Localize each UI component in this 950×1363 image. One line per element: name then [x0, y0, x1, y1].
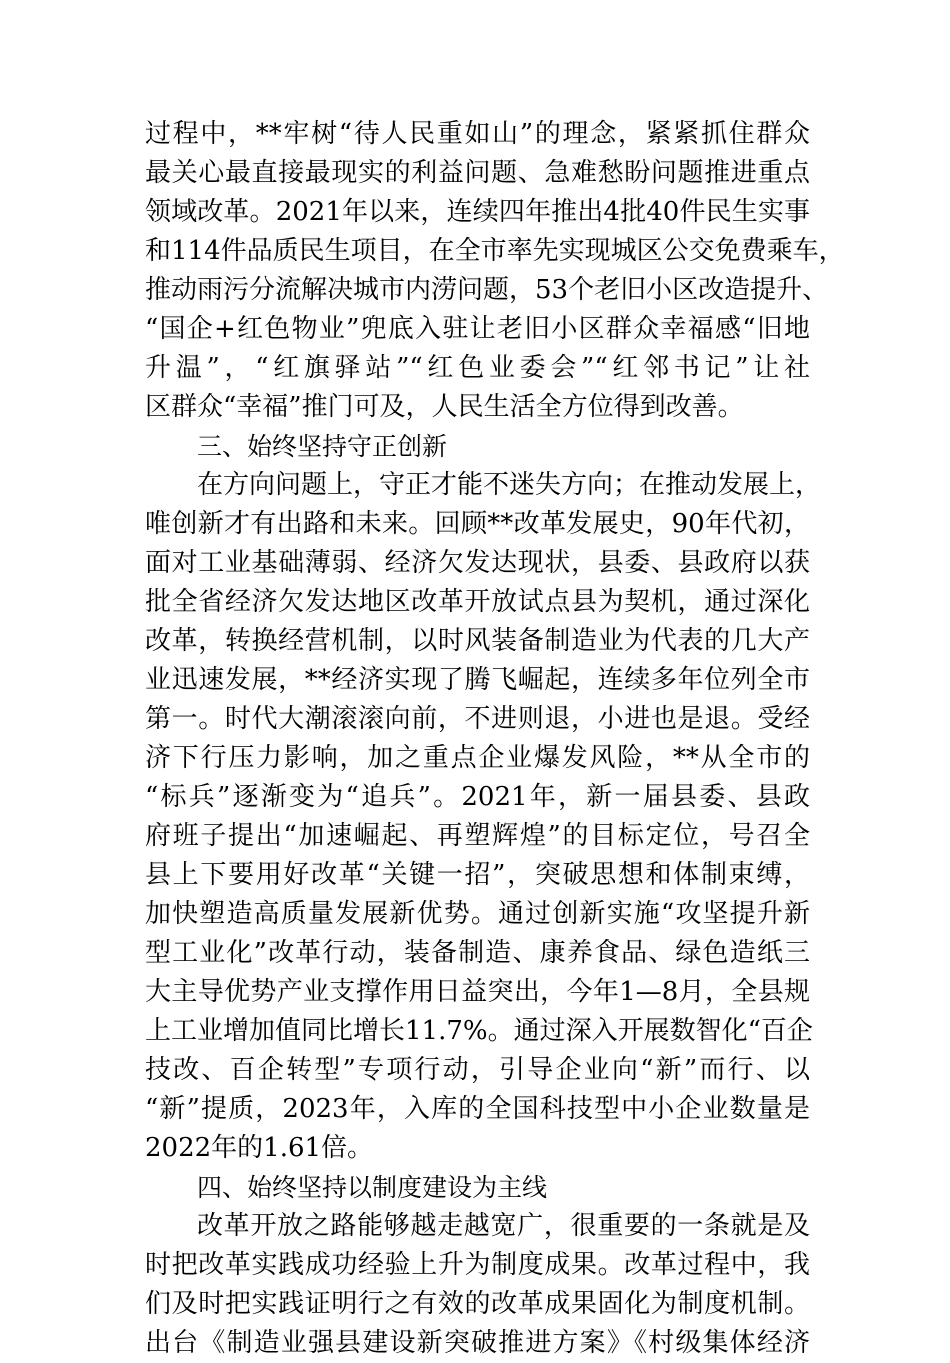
text-line: 推动雨污分流解决城市内涝问题，53个老旧小区改造提升、 — [145, 275, 829, 305]
text-line: 最关心最直接最现实的利益问题、急难愁盼问题推进重点 — [145, 158, 810, 188]
text-line: 2022年的1.61倍。 — [145, 1133, 374, 1163]
text-line: 领域改革。2021年以来，连续四年推出4批40件民生实事 — [145, 197, 810, 227]
text-line: 出台《制造业强县建设新突破推进方案》《村级集体经济 — [145, 1328, 810, 1358]
text-line: 区群众“幸福”推门可及，人民生活全方位得到改善。 — [145, 392, 744, 422]
text-line: 升温”，“红旗驿站”“红色业委会”“红邻书记”让社 — [145, 353, 810, 383]
text-line: 批全省经济欠发达地区改革开放试点县为契机，通过深化 — [145, 587, 810, 617]
paragraph-people-livelihood — [145, 115, 845, 427]
text-line: 时把改革实践成功经验上升为制度成果。改革过程中，我 — [145, 1250, 810, 1280]
text-line: 县上下要用好改革“关键一招”，突破思想和体制束缚， — [145, 860, 810, 890]
paragraph-innovation — [145, 466, 822, 1168]
section-heading-3: 三、始终坚持守正创新 — [197, 432, 448, 461]
text-line: 过程中，**牢树“待人民重如山”的理念，紧紧抓住群众 — [145, 119, 810, 149]
text-line: 在方向问题上，守正才能不迷失方向；在推动发展上， — [197, 470, 822, 500]
text-line: 济下行压力影响，加之重点企业爆发风险，**从全市的 — [145, 743, 810, 773]
document-body — [145, 115, 845, 1363]
text-line: 型工业化”改革行动，装备制造、康养食品、绿色造纸三 — [145, 938, 810, 968]
text-line: 业迅速发展，**经济实现了腾飞崛起，连续多年位列全市 — [145, 665, 810, 695]
text-line: 大主导优势产业支撑作用日益突出，今年1—8月，全县规 — [145, 977, 810, 1007]
text-line: 第一。时代大潮滚滚向前，不进则退，小进也是退。受经 — [145, 704, 810, 734]
text-line: 们及时把实践证明行之有效的改革成果固化为制度机制。 — [145, 1289, 810, 1319]
text-line: 改革，转换经营机制，以时风装备制造业为代表的几大产 — [145, 626, 810, 656]
text-line: 技改、百企转型”专项行动，引导企业向“新”而行、以 — [145, 1055, 810, 1085]
text-line: “标兵”逐渐变为“追兵”。2021年，新一届县委、县政 — [145, 782, 810, 812]
section-heading-4: 四、始终坚持以制度建设为主线 — [197, 1173, 548, 1202]
text-line: 和114件品质民生项目，在全市率先实现城区公交免费乘车， — [145, 236, 845, 266]
text-line: “国企+红色物业”兜底入驻让老旧小区群众幸福感“旧地 — [145, 314, 810, 344]
text-line: 上工业增加值同比增长11.7%。通过深入开展数智化“百企 — [145, 1016, 813, 1046]
text-line: 府班子提出“加速崛起、再塑辉煌”的目标定位，号召全 — [145, 821, 810, 851]
text-line: “新”提质，2023年，入库的全国科技型中小企业数量是 — [145, 1094, 810, 1124]
text-line: 面对工业基础薄弱、经济欠发达现状，县委、县政府以获 — [145, 548, 810, 578]
text-line: 唯创新才有出路和未来。回顾**改革发展史，90年代初， — [145, 509, 810, 539]
text-line: 加快塑造高质量发展新优势。通过创新实施“攻坚提升新 — [145, 899, 810, 929]
paragraph-institution — [145, 1207, 810, 1363]
text-line: 改革开放之路能够越走越宽广，很重要的一条就是及 — [197, 1211, 810, 1241]
